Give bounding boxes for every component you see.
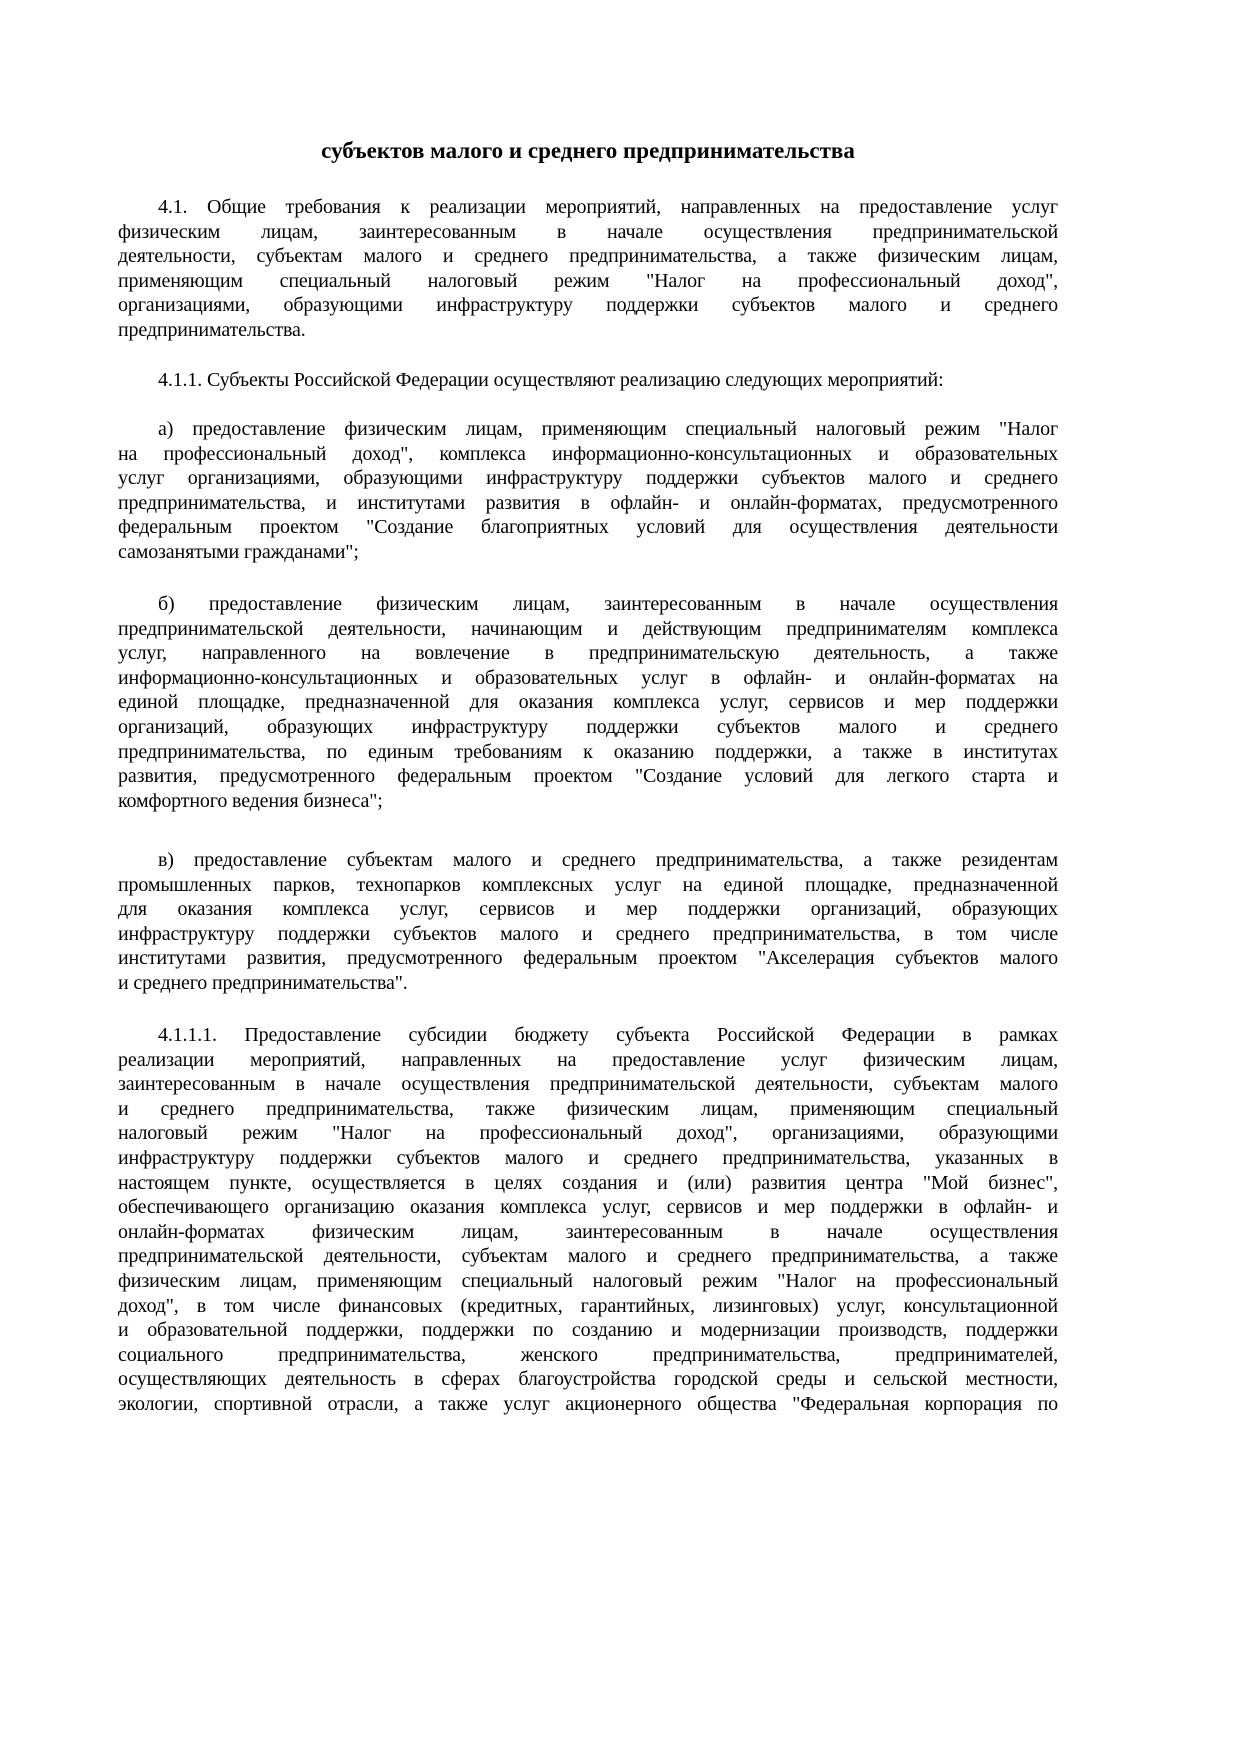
paragraph xyxy=(118,368,1058,393)
text-line: единой площадке, предназначенной для оказания комплекса услуг, сервисов и мер поддержки xyxy=(118,691,1058,714)
text-line: физическим лицам, применяющим специальный налоговый режим "Налог на профессиональный xyxy=(118,1269,1058,1292)
text-line: деятельности, субъектам малого и среднего предпринимательства, а также физическим лицам, xyxy=(118,245,1058,268)
paragraph xyxy=(118,417,1058,565)
text-line: онлайн-форматах физическим лицам, заинтересованным в начале осуществления xyxy=(118,1220,1058,1243)
text-line: институтами развития, предусмотренного федеральным проектом "Акселерация субъектов малого xyxy=(118,947,1058,970)
paragraph xyxy=(118,848,1058,996)
text-line: 4.1.1.1. Предоставление субсидии бюджету субъекта Российской Федерации в рамках xyxy=(158,1024,1058,1046)
text-line: организаций, образующих инфраструктуру поддержки субъектов малого и среднего xyxy=(118,715,1058,738)
text-line: предпринимательской деятельности, начинающим и действующим предпринимателям комплекса xyxy=(118,617,1058,640)
text-line: налоговый режим "Налог на профессиональный доход", организациями, образующими xyxy=(118,1122,1058,1145)
text-line: услуг, направленного на вовлечение в предпринимательскую деятельность, а также xyxy=(118,642,1058,665)
text-line: 4.1.1. Субъекты Российской Федерации осуществляют реализацию следующих мероприятий: xyxy=(158,369,944,391)
text-line: на профессиональный доход", комплекса информационно-консультационных и образовательных xyxy=(118,442,1058,465)
text-line: б) предоставление физическим лицам, заинтересованным в начале осуществления xyxy=(158,593,1058,615)
text-line: для оказания комплекса услуг, сервисов и мер поддержки организаций, образующих xyxy=(118,898,1058,921)
text-line: заинтересованным в начале осуществления предпринимательской деятельности, субъектам малого xyxy=(118,1073,1058,1096)
text-line: развития, предусмотренного федеральным проектом "Создание условий для легкого старта и xyxy=(118,765,1058,788)
text-line: комфортного ведения бизнеса"; xyxy=(118,789,383,812)
text-line: осуществляющих деятельность в сферах благоустройства городской среды и сельской местности, xyxy=(118,1368,1058,1391)
text-line: и среднего предпринимательства". xyxy=(118,971,408,994)
text-line: услуг организациями, образующими инфраструктуру поддержки субъектов малого и среднего xyxy=(118,467,1058,490)
text-line: инфраструктуру поддержки субъектов малого и среднего предпринимательства, указанных в xyxy=(118,1146,1058,1169)
text-line: экологии, спортивной отрасли, а также услуг акционерного общества "Федеральная корпорация по xyxy=(118,1392,1058,1415)
text-line: предпринимательства. xyxy=(118,318,306,341)
paragraph xyxy=(118,592,1058,813)
text-line: предпринимательской деятельности, субъектам малого и среднего предпринимательства, а также xyxy=(118,1245,1058,1268)
text-line: промышленных парков, технопарков комплексных услуг на единой площадке, предназначенной xyxy=(118,873,1058,896)
paragraph xyxy=(118,195,1058,343)
text-line: предпринимательства, и институтами развития в офлайн- и онлайн-форматах, предусмотренного xyxy=(118,491,1058,514)
text-line: доход", в том числе финансовых (кредитных, гарантийных, лизинговых) услуг, консультационной xyxy=(118,1294,1058,1317)
text-line: самозанятыми гражданами"; xyxy=(118,540,359,563)
text-line: настоящем пункте, осуществляется в целях создания и (или) развития центра "Мой бизнес", xyxy=(118,1171,1058,1194)
text-line: информационно-консультационных и образовательных услуг в офлайн- и онлайн-форматах на xyxy=(118,666,1058,689)
text-line: социального предпринимательства, женского предпринимательства, предпринимателей, xyxy=(118,1343,1058,1366)
text-line: обеспечивающего организацию оказания комплекса услуг, сервисов и мер поддержки в офлайн- и xyxy=(118,1196,1058,1219)
text-line: 4.1. Общие требования к реализации мероприятий, направленных на предоставление услуг xyxy=(158,196,1058,218)
text-line: применяющим специальный налоговый режим "Налог на профессиональный доход", xyxy=(118,269,1058,292)
text-line: в) предоставление субъектам малого и среднего предпринимательства, а также резидентам xyxy=(158,849,1058,871)
text-line: а) предоставление физическим лицам, применяющим специальный налоговый режим "Налог xyxy=(158,418,1058,440)
text-line: реализации мероприятий, направленных на предоставление услуг физическим лицам, xyxy=(118,1048,1058,1071)
text-line: организациями, образующими инфраструктуру поддержки субъектов малого и среднего xyxy=(118,294,1058,317)
text-line: физическим лицам, заинтересованным в начале осуществления предпринимательской xyxy=(118,220,1058,243)
text-line: предпринимательства, по единым требованиям к оказанию поддержки, а также в институтах xyxy=(118,740,1058,763)
text-line: и среднего предпринимательства, также физическим лицам, применяющим специальный xyxy=(118,1097,1058,1120)
section-title: субъектов малого и среднего предпринимательства xyxy=(321,138,855,163)
text-line: и образовательной поддержки, поддержки по созданию и модернизации производств, поддержки xyxy=(118,1319,1058,1342)
text-line: федеральным проектом "Создание благоприятных условий для осуществления деятельности xyxy=(118,516,1058,539)
paragraph xyxy=(118,1023,1058,1417)
text-line: инфраструктуру поддержки субъектов малого и среднего предпринимательства, в том числе xyxy=(118,922,1058,945)
